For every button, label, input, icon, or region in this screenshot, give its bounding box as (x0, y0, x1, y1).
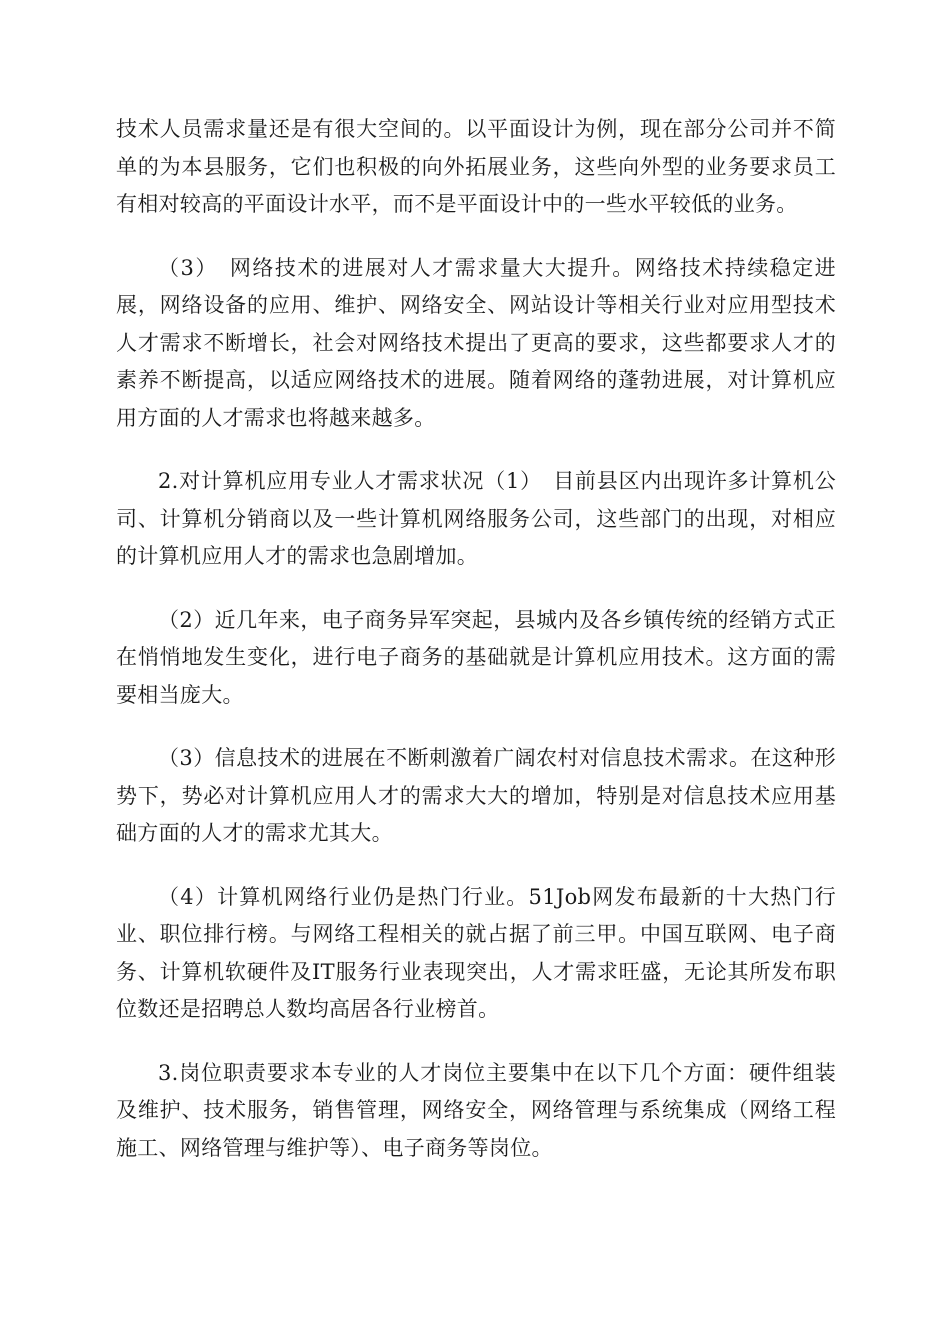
paragraph-continuation: 技术人员需求量还是有很大空间的。以平面设计为例，现在部分公司并不简单的为本县服务，它们也积极的向外拓展业务，这些向外型的业务要求员工有相对较高的平面设计水平，而不是平面设计中的一些水平较低的业务。 (116, 117, 836, 216)
paragraph-network-tech: （3） 网络技术的进展对人才需求量大大提升。网络技术持续稳定进展，网络设备的应用、维护、网络安全、网站设计等相关行业对应用型技术人才需求不断增长，社会对网络技术提出了更高的要求，这些都要求人才的素养不断提高，以适应网络技术的进展。随着网络的蓬勃进展，对计算机应用方面的人才需求也将越来越多。 (116, 255, 836, 430)
document-page (116, 111, 836, 1193)
paragraph-info-tech: （3）信息技术的进展在不断刺激着广阔农村对信息技术需求。在这种形势下，势必对计算机应用人才的需求大大的增加，特别是对信息技术应用基础方面的人才的需求尤其大。 (116, 746, 836, 845)
paragraph-ecommerce: （2）近几年来，电子商务异军突起，县城内及各乡镇传统的经销方式正在悄悄地发生变化，进行电子商务的基础就是计算机应用技术。这方面的需要相当庞大。 (116, 607, 836, 707)
paragraph-network-industry: （4）计算机网络行业仍是热门行业。51Job网发布最新的十大热门行业、职位排行榜。与网络工程相关的就占据了前三甲。中国互联网、电子商务、计算机软硬件及IT服务行业表现突出，人才需求旺盛，无论其所发布职位数还是招聘总人数均高居各行业榜首。 (116, 884, 836, 1021)
paragraph-section-3: 3.岗位职责要求本专业的人才岗位主要集中在以下几个方面：硬件组装及维护、技术服务，销售管理，网络安全，网络管理与系统集成（网络工程施工、网络管理与维护等）、电子商务等岗位。 (116, 1060, 836, 1160)
paragraph-section-2: 2.对计算机应用专业人才需求状况（1） 目前县区内出现许多计算机公司、计算机分销商以及一些计算机网络服务公司，这些部门的出现，对相应的计算机应用人才的需求也急剧增加。 (116, 469, 836, 568)
